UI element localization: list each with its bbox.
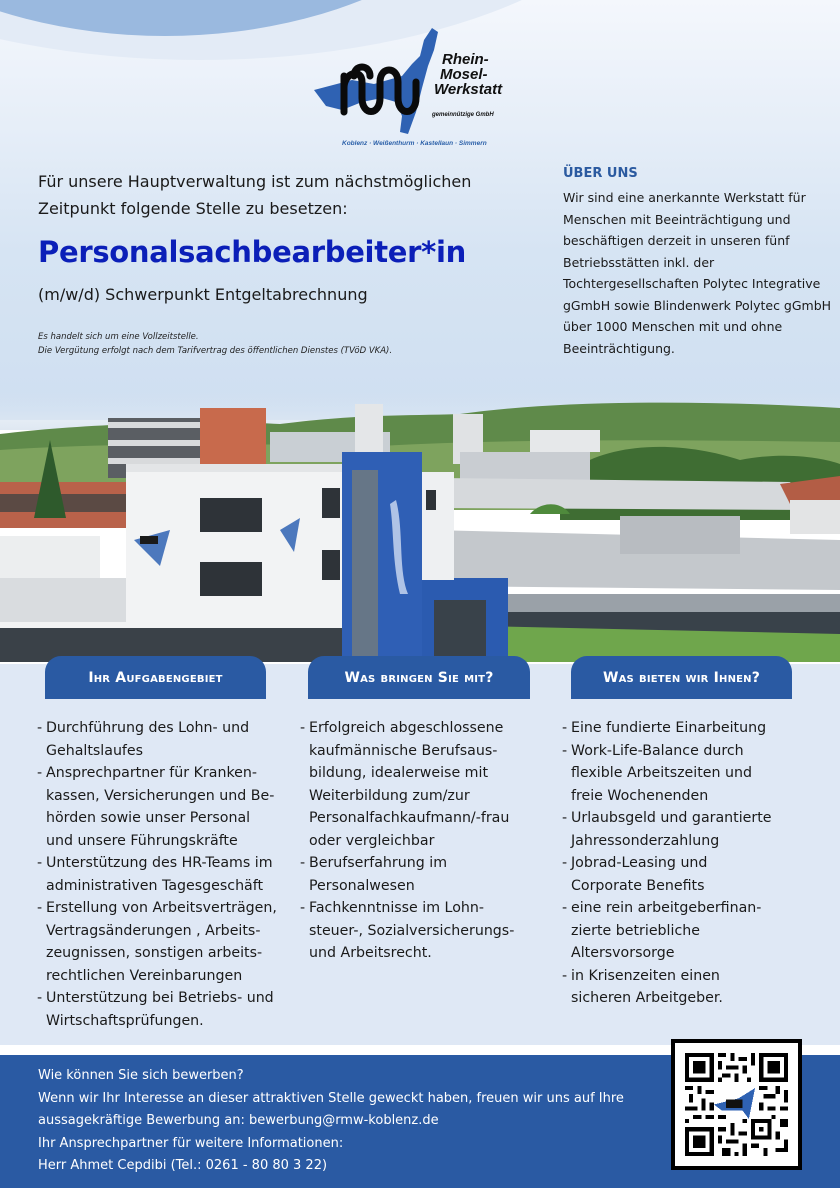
benefits-column <box>562 717 832 1010</box>
list-item-line: administrativen Tagesgeschäft <box>46 877 264 894</box>
list-item-line: Altersvorsorge <box>571 945 675 961</box>
list-item-line: Vertragsänderungen , Arbeits- <box>46 922 261 939</box>
application-info <box>38 1065 678 1178</box>
list-item-line: Corporate Benefits <box>571 877 705 894</box>
list-item <box>562 807 832 852</box>
rmw-logo-icon <box>312 28 442 143</box>
requirements-column <box>300 717 558 965</box>
list-item-line: Jahressonderzahlung <box>571 832 720 849</box>
application-email-link[interactable]: bewerbung@rmw-koblenz.de <box>248 1113 439 1128</box>
qr-code[interactable] <box>671 1039 802 1170</box>
list-item-line: - Unterstützung des HR-Teams im <box>46 855 273 871</box>
about-section <box>563 164 835 359</box>
footer-question: Wie können Sie sich bewerben? <box>38 1068 244 1083</box>
list-item <box>37 852 295 897</box>
list-item <box>562 852 832 897</box>
job-note-line-2: Die Vergütung erfolgt nach dem Tarifvertrag des öffentlichen Dienstes (TVöD VKA). <box>38 346 393 356</box>
list-item-line: - Ansprechpartner für Kranken- <box>46 765 257 781</box>
list-item-line: und unsere Führungskräfte <box>46 832 238 849</box>
list-item-line: oder vergleichbar <box>309 832 435 849</box>
logo-locations: Koblenz · Weißenthurm · Kastellaun · Simmern <box>342 140 487 147</box>
list-item-line: sicheren Arbeitgeber. <box>571 990 723 1006</box>
building-illustration <box>0 390 840 662</box>
list-item <box>562 740 832 808</box>
section-header-benefits: Was bieten wir Ihnen? <box>571 656 792 699</box>
company-logo <box>312 28 532 152</box>
footer-contact-person: Herr Ahmet Cepdibi (Tel.: 0261 - 80 80 3 22) <box>38 1158 328 1173</box>
list-item <box>37 762 295 852</box>
list-item <box>562 965 832 1010</box>
details-section <box>0 662 840 1045</box>
list-item <box>300 852 558 897</box>
section-header-requirements: Was bringen Sie mit? <box>308 656 530 699</box>
job-subtitle: (m/w/d) Schwerpunkt Entgeltabrechnung <box>38 285 368 304</box>
about-title: ÜBER UNS <box>563 166 638 181</box>
intro-lead-text: Für unsere Hauptverwaltung ist zum nächstmöglichen Zeitpunkt folgende Stelle zu besetzen: <box>38 172 472 218</box>
section-header-tasks: Ihr Aufgabengebiet <box>45 656 266 699</box>
list-item-line: Wirtschaftsprüfungen. <box>46 1012 204 1029</box>
list-item-line: - Fachkenntnisse im Lohn- <box>309 900 484 916</box>
requirements-list <box>300 717 558 965</box>
list-item-line: zierte betriebliche <box>571 922 700 939</box>
job-title: Personalsachbearbeiter*in <box>38 235 466 269</box>
logo-legal-form: gemeinnützige GmbH <box>432 112 494 118</box>
list-item <box>562 717 832 740</box>
footer-contact-label: Ihr Ansprechpartner für weitere Informationen: <box>38 1135 344 1151</box>
list-item-line: - Erstellung von Arbeitsverträgen, <box>46 900 277 916</box>
footer-invitation: Wenn wir Ihr Interesse an dieser attraktiven Stelle geweckt haben, freuen wir uns auf Ihre <box>38 1090 624 1106</box>
tasks-column <box>37 717 295 1032</box>
list-item-line: Personalwesen <box>309 877 415 894</box>
list-item-line: - Urlaubsgeld und garantierte <box>571 810 772 826</box>
list-item-line: - Erfolgreich abgeschlossene <box>309 720 504 736</box>
list-item-line: - Berufserfahrung im <box>309 855 448 871</box>
list-item-line: Weiterbildung zum/zur <box>309 787 470 804</box>
list-item-line: und Arbeitsrecht. <box>309 945 432 961</box>
list-item-line: zeugnissen, sonstigen arbeits- <box>46 945 263 961</box>
list-item-line: - Eine fundierte Einarbeitung <box>571 720 767 736</box>
logo-company-name <box>434 51 540 98</box>
footer-email-prefix: aussagekräftige Bewerbung an: <box>38 1113 249 1128</box>
list-item-line: steuer-, Sozialversicherungs- <box>309 922 515 939</box>
logo-name-line-3: Werkstatt <box>434 81 503 98</box>
list-item-line: kaufmännische Berufsaus- <box>309 742 498 759</box>
list-item-line: flexible Arbeitszeiten und <box>571 765 753 781</box>
list-item-line: - Jobrad-Leasing und <box>571 855 708 871</box>
list-item-line: - Unterstützung bei Betriebs- und <box>46 990 274 1006</box>
job-note-line-1: Es handelt sich um eine Vollzeitstelle. <box>38 332 199 342</box>
list-item <box>37 987 295 1032</box>
list-item <box>37 717 295 762</box>
qr-code-icon <box>685 1053 788 1156</box>
list-item-line: - eine rein arbeitgeberfinan- <box>571 900 762 916</box>
list-item-line: - in Krisenzeiten einen <box>571 967 720 984</box>
building-photo <box>0 390 840 662</box>
job-note <box>38 330 538 358</box>
footer-email-line <box>38 1110 678 1133</box>
list-item-line: - Durchführung des Lohn- und <box>46 720 250 736</box>
list-item <box>300 717 558 852</box>
list-item-line: bildung, idealerweise mit <box>309 765 489 781</box>
list-item <box>37 897 295 987</box>
logo-name-line-1: Rhein- <box>442 51 489 68</box>
benefits-list <box>562 717 832 1010</box>
logo-name-line-2: Mosel- <box>440 66 488 83</box>
list-item-line: Gehaltslaufes <box>46 742 144 759</box>
list-item-line: rechtlichen Vereinbarungen <box>46 967 243 984</box>
list-item-line: kassen, Versicherungen und Be- <box>46 787 275 804</box>
list-item-line: hörden sowie unser Personal <box>46 810 251 826</box>
list-item-line: - Work-Life-Balance durch <box>571 742 744 759</box>
list-item <box>300 897 558 965</box>
list-item <box>562 897 832 965</box>
intro-section <box>38 168 538 358</box>
tasks-list <box>37 717 295 1032</box>
list-item-line: Personalfachkaufmann/-frau <box>309 810 510 826</box>
list-item-line: freie Wochenenden <box>571 787 709 804</box>
about-text: Wir sind eine anerkannte Werkstatt für Menschen mit Beeinträchtigung und beschäftigen derzeit in unseren fünf Betriebsstätten inkl. der Tochtergesellschaften Polytec Integrative gGmbH sowie Blindenwerk Polytec gGmbH über 1000 Menschen mit und ohne Beeinträchtigung. <box>563 190 832 356</box>
